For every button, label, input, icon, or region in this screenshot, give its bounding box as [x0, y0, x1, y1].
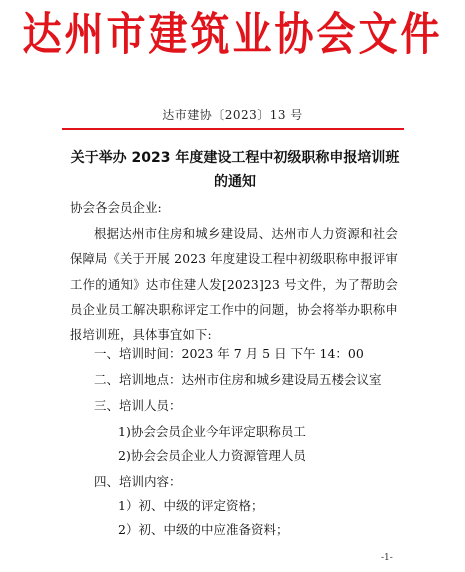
letterhead-title: 达州市建筑业协会文件	[22, 9, 443, 61]
item-training-content: 四、培训内容：	[94, 474, 182, 489]
participant-2: 2)协会会员企业人力资源管理人员	[118, 448, 306, 463]
notice-title-line-1: 关于举办 2023 年度建设工程中初级职称申报培训班	[70, 150, 400, 166]
salutation: 协会各会员企业:	[70, 200, 162, 215]
content-2: 2）初、中级的中应准备资料；	[118, 522, 289, 537]
intro-paragraph: 根据达州市住房和城乡建设局、达州市人力资源和社会保障局《关于开展 2023 年度建设工程中初级职称申报评审工作的通知》达市住建人发[2023]23 号文件，为了帮助会员企业员工解决职称评定工作中的问题，协会将举办职称申报培训班，具体事宜如下:	[70, 227, 398, 343]
page-number: -1-	[381, 553, 393, 563]
item-training-time: 一、培训时间：2023 年 7 月 5 日 下午 14：00	[94, 346, 364, 361]
participant-1: 1)协会会员企业今年评定职称员工	[118, 424, 306, 439]
document-number: 达市建协〔2023〕13 号	[162, 108, 303, 122]
content-1: 1）初、中级的评定资格；	[118, 498, 264, 513]
item-training-location: 二、培训地点：达州市住房和城乡建设局五楼会议室	[94, 372, 382, 387]
item-training-participants: 三、培训人员：	[94, 398, 182, 413]
notice-title-line-2: 的通知	[214, 174, 256, 190]
notice-title	[70, 146, 400, 194]
red-divider-line	[62, 128, 404, 130]
